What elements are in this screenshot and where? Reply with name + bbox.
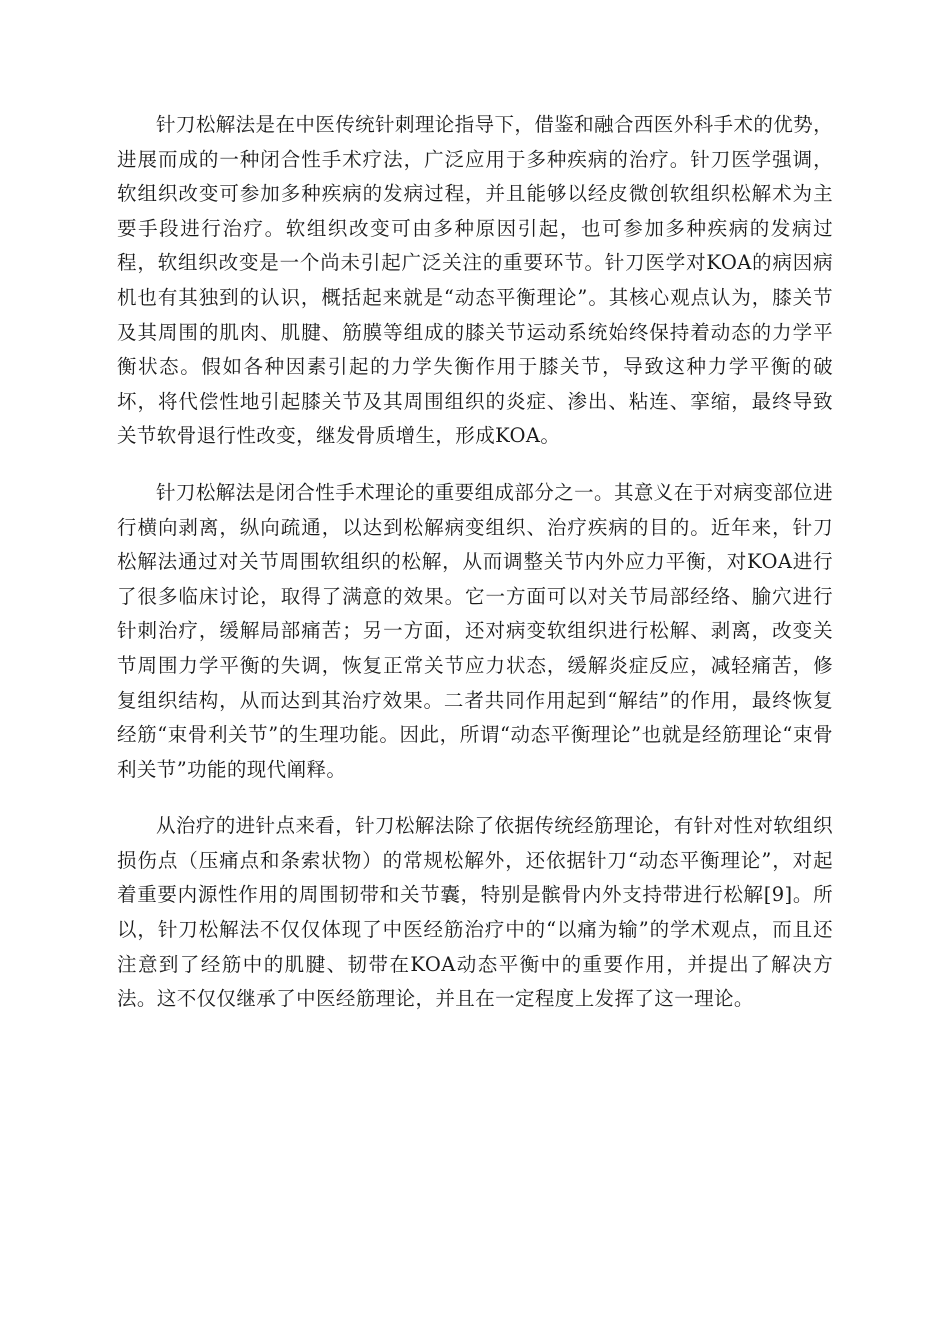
document-page: [117, 108, 833, 1017]
paragraph-2: 针刀松解法是闭合性手术理论的重要组成部分之一。其意义在于对病变部位进行横向剥离，纵向疏通，以达到松解病变组织、治疗疾病的目的。近年来，针刀松解法通过对关节周围软组织的松解，从而调整关节内外应力平衡，对KOA进行了很多临床讨论，取得了满意的效果。它一方面可以对关节局部经络、腧穴进行针刺治疗，缓解局部痛苦；另一方面，还对病变软组织进行松解、剥离，改变关节周围力学平衡的失调，恢复正常关节应力状态，缓解炎症反应，减轻痛苦，修复组织结构，从而达到其治疗效果。二者共同作用起到“解结”的作用，最终恢复经筋“束骨利关节”的生理功能。因此，所谓“动态平衡理论”也就是经筋理论“束骨利关节”功能的现代阐释。: [117, 480, 833, 781]
paragraph-1: 针刀松解法是在中医传统针刺理论指导下，借鉴和融合西医外科手术的优势，进展而成的一种闭合性手术疗法，广泛应用于多种疾病的治疗。针刀医学强调，软组织改变可参加多种疾病的发病过程，并且能够以经皮微创软组织松解术为主要手段进行治疗。软组织改变可由多种原因引起，也可参加多种疾病的发病过程，软组织改变是一个尚未引起广泛关注的重要环节。针刀医学对KOA的病因病机也有其独到的认识，概括起来就是“动态平衡理论”。其核心观点认为，膝关节及其周围的肌肉、肌腱、筋膜等组成的膝关节运动系统始终保持着动态的力学平衡状态。假如各种因素引起的力学失衡作用于膝关节，导致这种力学平衡的破坏，将代偿性地引起膝关节及其周围组织的炎症、渗出、粘连、挛缩，最终导致关节软骨退行性改变，继发骨质增生，形成KOA。: [117, 113, 833, 448]
paragraph-3: 从治疗的进针点来看，针刀松解法除了依据传统经筋理论，有针对性对软组织损伤点（压痛点和条索状物）的常规松解外，还依据针刀“动态平衡理论”，对起着重要内源性作用的周围韧带和关节囊，特别是髌骨内外支持带进行松解[9]。所以，针刀松解法不仅仅体现了中医经筋治疗中的“以痛为输”的学术观点，而且还注意到了经筋中的肌腱、韧带在KOA动态平衡中的重要作用，并提出了解决方法。这不仅仅继承了中医经筋理论，并且在一定程度上发挥了这一理论。: [117, 814, 833, 1011]
